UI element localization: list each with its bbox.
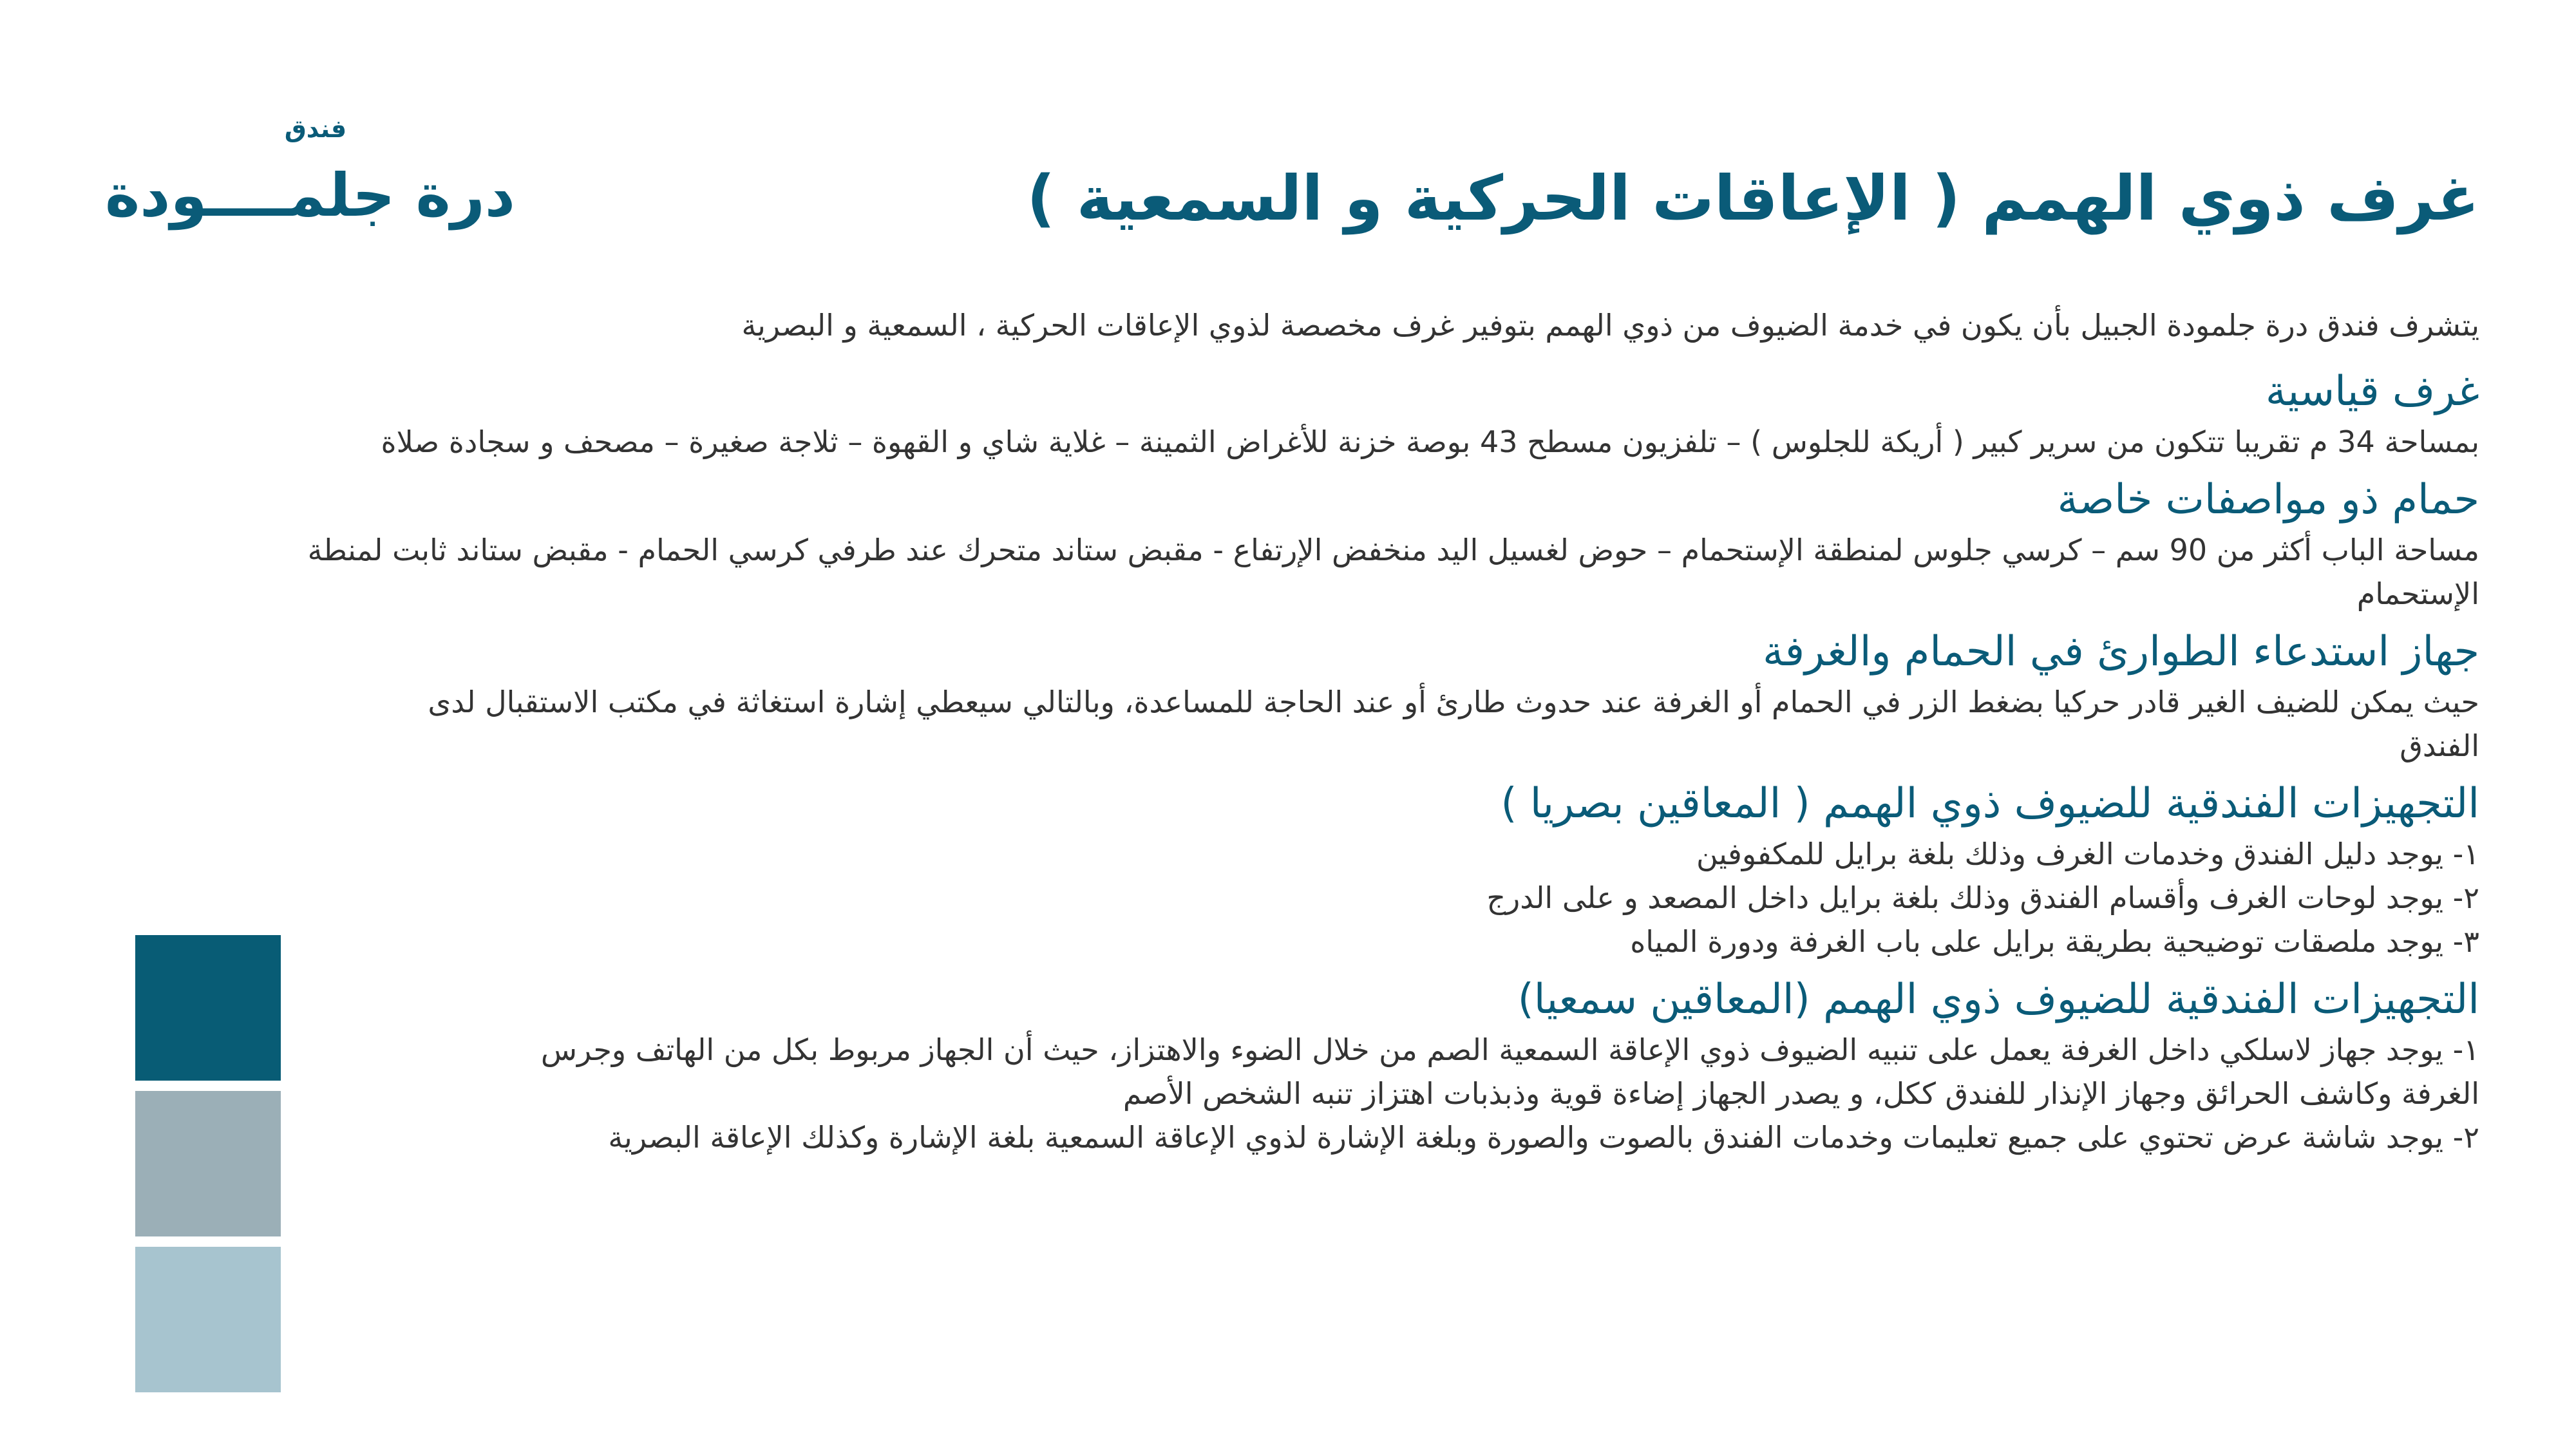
color-swatch-light-blue [135, 1247, 281, 1392]
intro-paragraph: يتشرف فندق درة جلمودة الجبيل بأن يكون في خدمة الضيوف من ذوي الهمم بتوفير غرف مخصصة لذوي الإعاقات الحركية ، السمعية و البصرية [741, 308, 2479, 343]
list-item: ٣- يوجد ملصقات توضيحية بطريقة برايل على باب الغرفة ودورة المياه [1630, 924, 2479, 959]
content-area [290, 303, 2479, 1167]
section-hearing-impaired [290, 971, 2479, 1159]
section-visually-impaired [290, 775, 2479, 963]
list-item: ١- يوجد دليل الفندق وخدمات الغرف وذلك بلغة برايل للمكفوفين [1696, 837, 2479, 871]
feature-list [290, 832, 2479, 963]
color-swatch-dark-teal [135, 935, 281, 1081]
list-item: ١- يوجد جهاز لاسلكي داخل الغرفة يعمل على تنبيه الضيوف ذوي الإعاقة السمعية الصم من خلال الضوء والاهتزاز، حيث أن الجهاز مربوط بكل من الهاتف وجرس الغرفة وكاشف الحرائق وجهاز الإنذار للفندق ككل، و يصدر الجهاز إضاءة قوية وذبذبات اهتزاز تنبه الشخص الأصم [540, 1032, 2479, 1111]
logo-wordmark: درة جلمــــودة [104, 161, 515, 230]
logo-caption: فندق [284, 115, 347, 143]
section-heading: التجهيزات الفندقية للضيوف ذوي الهمم (المعاقين سمعيا) [1517, 976, 2479, 1023]
section-heading: غرف قياسية [2265, 368, 2479, 415]
page-title: غرف ذوي الهمم ( الإعاقات الحركية و السمعية ) [1027, 162, 2479, 234]
section-text: حيث يمكن للضيف الغير قادر حركيا بضغط الزر في الحمام أو الغرفة عند حدوث طارئ أو عند الحاجة للمساعدة، وبالتالي سيعطي إشارة استغاثة في مكتب الاستقبال لدى الفندق [428, 685, 2479, 763]
list-item: ٢- يوجد شاشة عرض تحتوي على جميع تعليمات وخدمات الفندق بالصوت والصورة وبلغة الإشارة لذوي الإعاقة السمعية بلغة الإشارة وكذلك الإعاقة البصرية [608, 1120, 2479, 1155]
section-heading: جهاز استدعاء الطوارئ في الحمام والغرفة [1763, 628, 2479, 676]
section-heading: حمام ذو مواصفات خاصة [2057, 476, 2479, 524]
list-item: ٢- يوجد لوحات الغرف وأقسام الفندق وذلك بلغة برايل داخل المصعد و على الدرج [1486, 880, 2479, 915]
section-heading: التجهيزات الفندقية للضيوف ذوي الهمم ( المعاقين بصريا ) [1501, 780, 2479, 828]
section-text: بمساحة 34 م تقريبا تتكون من سرير كبير ( أريكة للجلوس ) – تلفزيون مسطح 43 بوصة خزنة للأغراض الثمينة – غلاية شاي و القهوة – ثلاجة صغيرة – مصحف و سجادة صلاة [381, 424, 2479, 459]
section-standard-rooms [290, 363, 2479, 464]
section-text: مساحة الباب أكثر من 90 سم – كرسي جلوس لمنطقة الإستحمام – حوض لغسيل اليد منخفض الإرتفاع - مقبض ستاند متحرك عند طرفي كرسي الحمام - مقبض ستاند ثابت لمنطة الإستحمام [307, 533, 2479, 611]
section-emergency-device [290, 623, 2479, 768]
color-swatch-gray-blue [135, 1091, 281, 1236]
section-bathroom [290, 471, 2479, 616]
feature-list [290, 1028, 2479, 1159]
